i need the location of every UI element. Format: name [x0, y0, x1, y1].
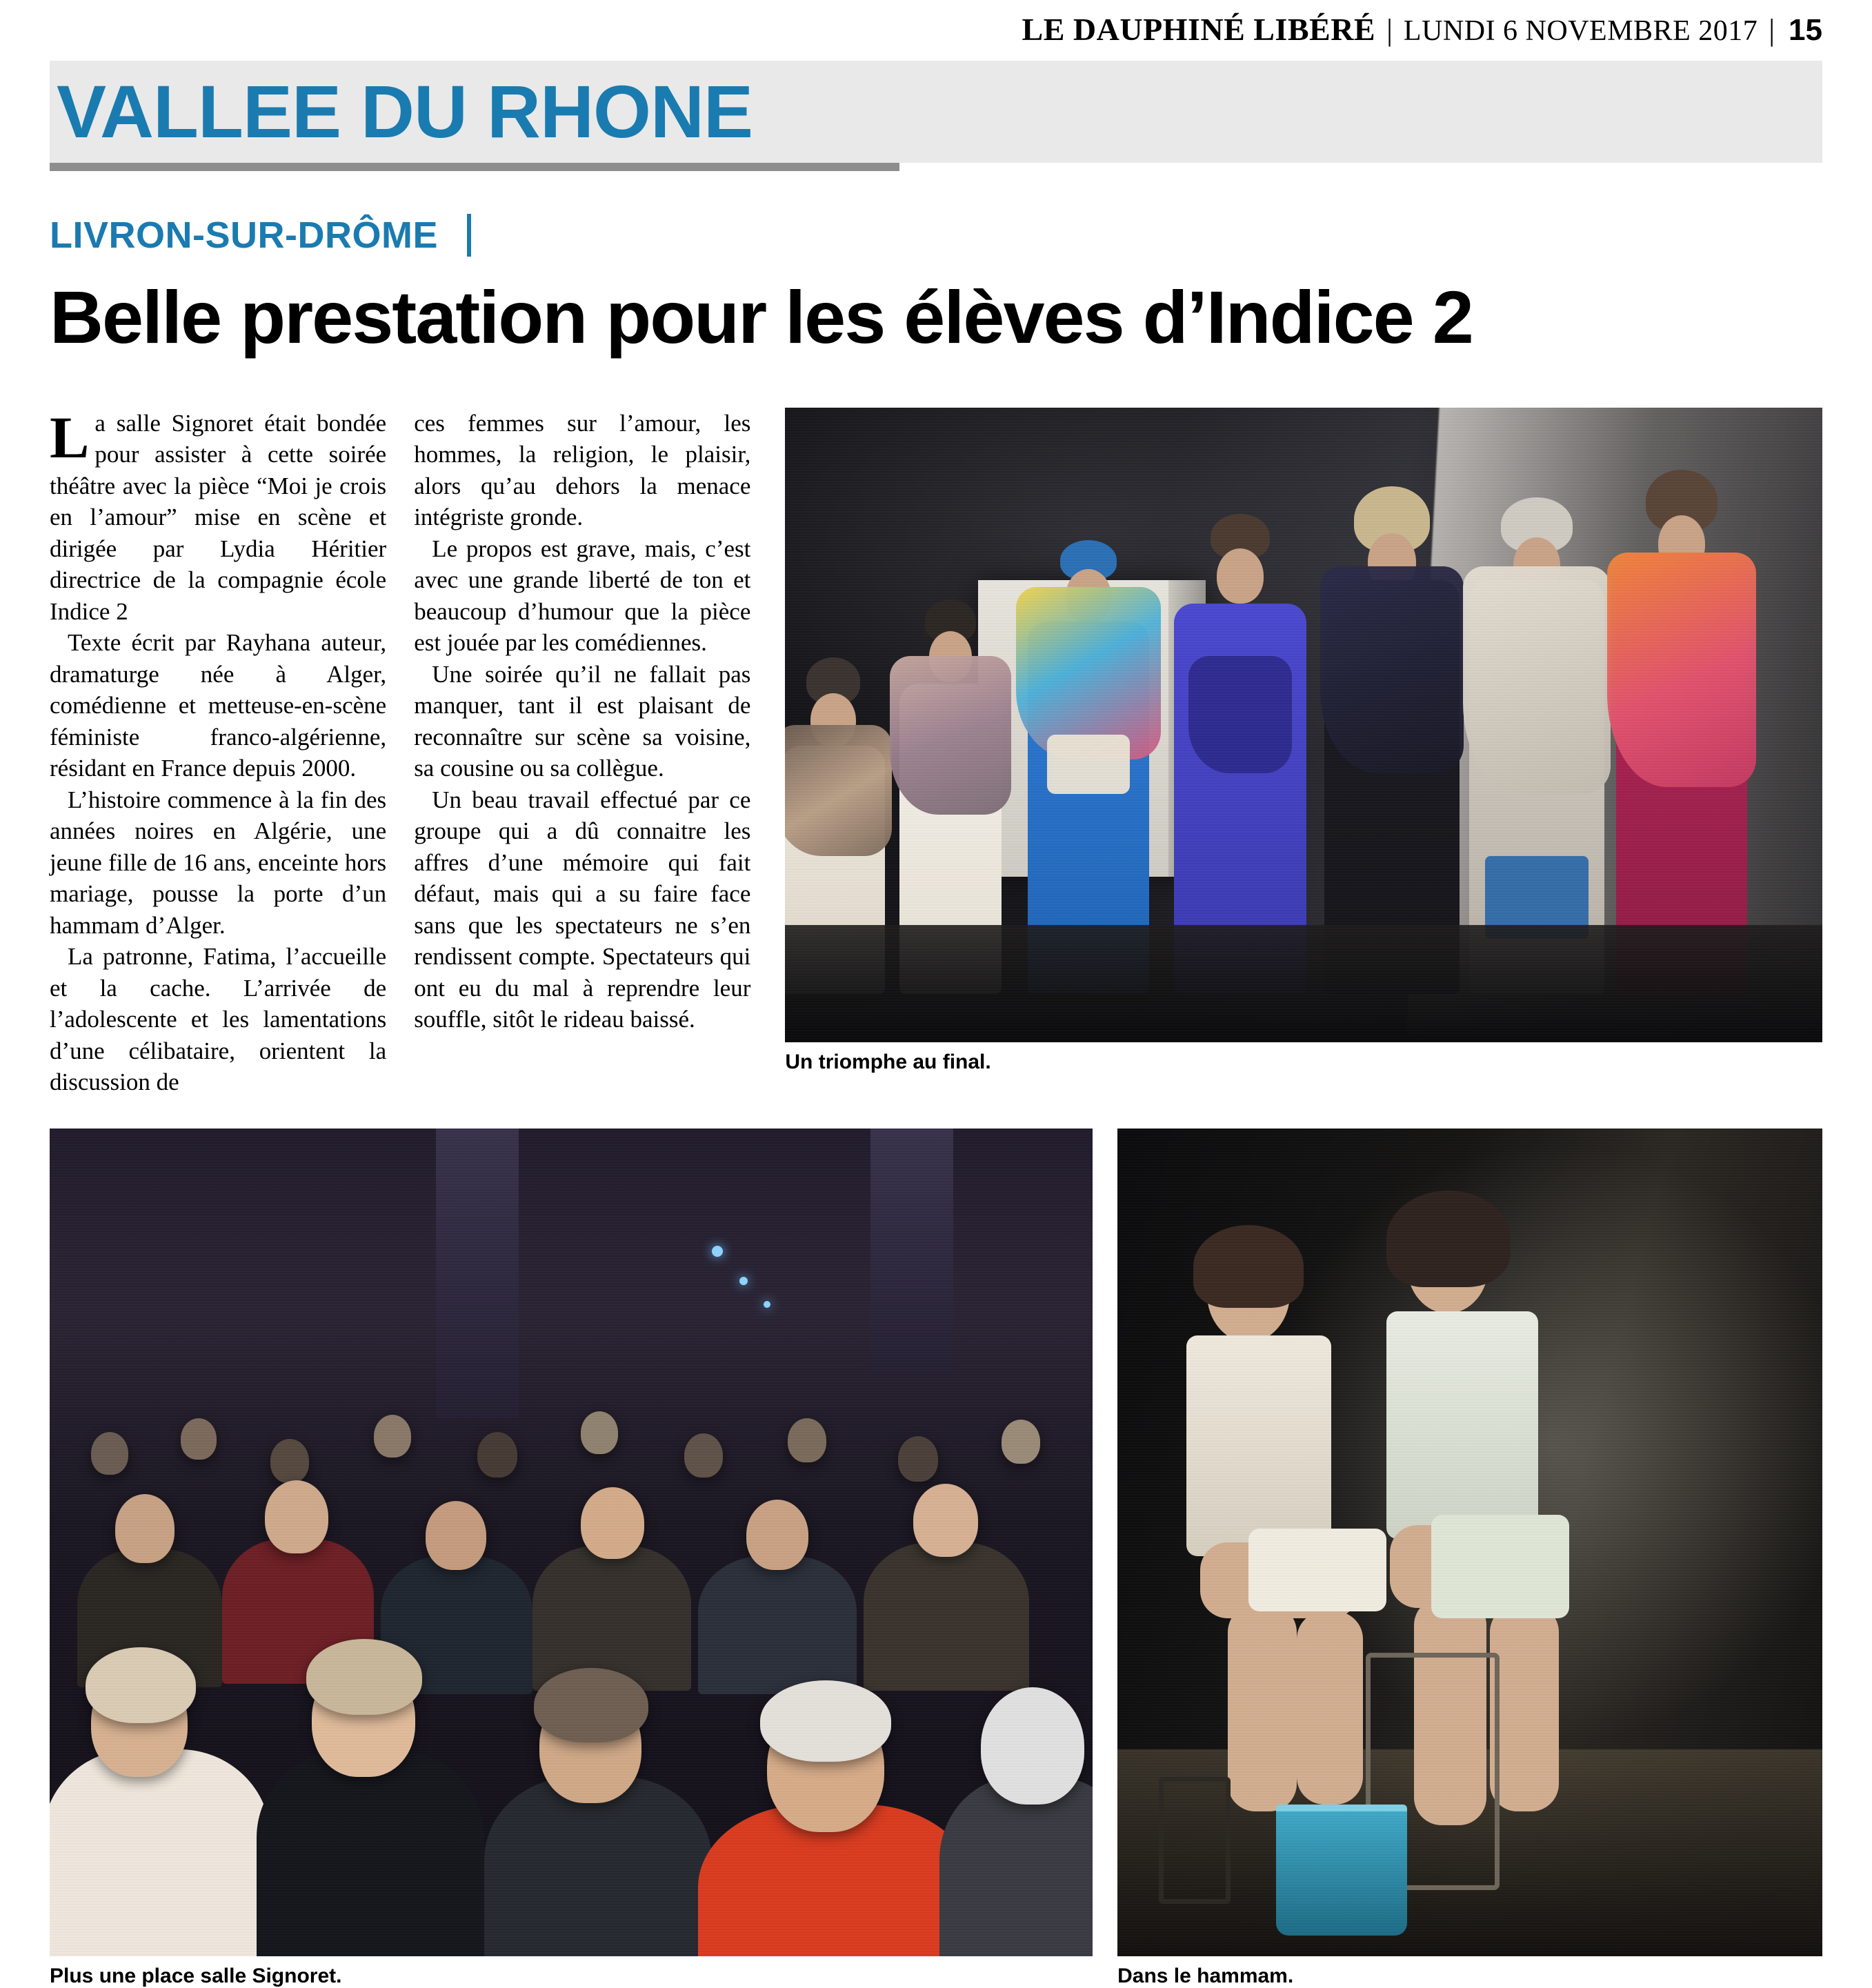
text-column-2 — [414, 408, 750, 1098]
text-column-1 — [50, 404, 387, 1098]
section-band — [50, 61, 1822, 163]
page-number: 15 — [1789, 13, 1822, 47]
page-title: Belle prestation pour les élèves d’Indice 2 — [50, 275, 1473, 359]
photo-hammam — [1117, 1129, 1822, 1956]
paragraph — [50, 627, 386, 784]
paragraph — [50, 941, 386, 1098]
masthead — [50, 0, 1822, 54]
paragraph-text: ces femmes sur l’amour, les hommes, la religion, le plaisir, alors qu’au dehors la menace intégriste gronde. — [414, 409, 751, 531]
section-underline — [50, 163, 899, 171]
paragraph — [414, 408, 750, 533]
paragraph-text: La patronne, Fatima, l’accueille et la cache. L’arrivée de l’adolescente et les lamentations d’une célibataire, orientent la discussion de — [50, 943, 387, 1096]
photo-caption: Un triomphe au final. — [785, 1050, 991, 1073]
photo-audience — [50, 1129, 1093, 1956]
audience-crowd — [50, 1391, 1093, 1956]
photo-curtain-call-block — [785, 408, 1822, 1098]
issue-date: LUNDI 6 NOVEMBRE 2017 — [1403, 15, 1758, 47]
photo-hammam-block — [1117, 1129, 1822, 1988]
bucket — [1276, 1805, 1407, 1936]
paragraph-text: Le propos est grave, mais, c’est avec une grande liberté de ton et beaucoup d’humour que la pièce est jouée par les comédiennes. — [414, 535, 751, 657]
paragraph-text: Un beau travail effectué par ce groupe qui a dû connaitre les affres d’une mémoire qui fait défaut, mais qui a su faire face sans que les spectateurs ne s’en rendissent compte. Spectateurs qui ont eu du mal à reprendre leur souffle, sitôt le rideau baissé. — [414, 786, 751, 1033]
paragraph-text: a salle Signoret était bondée pour assister à cette soirée théâtre avec la pièce “Moi je crois en l’amour” mise en scène et dirigée par Lydia Héritier directrice de la compagnie école Indice 2 — [50, 409, 387, 625]
article-locality: LIVRON-SUR-DRÔME — [50, 215, 438, 256]
paragraph-text: L’histoire commence à la fin des années noires en Algérie, une jeune fille de 16 ans, enceinte hors mariage, pousse la porte d’un hammam d’Alger. — [50, 786, 387, 939]
paragraph-text: Une soirée qu’il ne fallait pas manquer, tant il est plaisant de reconnaître sur scène sa voisine, sa cousine ou sa collègue. — [414, 660, 751, 782]
article-body — [50, 404, 1822, 1098]
paragraph — [414, 533, 750, 659]
paragraph — [414, 784, 750, 1035]
paragraph — [50, 404, 387, 628]
paragraph — [50, 784, 386, 942]
masthead-separator-2: | — [1769, 13, 1775, 47]
basin — [1159, 1777, 1231, 1904]
masthead-separator-1: | — [1386, 13, 1393, 47]
paper-name: LE DAUPHINÉ LIBÉRÉ — [1022, 12, 1376, 47]
drop-cap: L — [50, 404, 90, 470]
section-title: VALLEE DU RHONE — [57, 70, 753, 153]
paragraph-text: Texte écrit par Rayhana auteur, dramaturge née à Alger, comédienne et metteuse-en-scène féministe franco-algérienne, résidant en France depuis 2000. — [50, 629, 387, 782]
photo-row-bottom — [50, 1129, 1822, 1988]
photo-audience-block — [50, 1129, 1093, 1988]
photo-caption: Dans le hammam. — [1117, 1964, 1294, 1987]
photo-curtain-call — [785, 408, 1822, 1042]
photo-caption: Plus une place salle Signoret. — [50, 1964, 342, 1987]
stage-floor — [785, 925, 1822, 1042]
locality-divider — [467, 214, 471, 257]
locality-row — [50, 214, 1822, 257]
paragraph — [414, 659, 750, 784]
